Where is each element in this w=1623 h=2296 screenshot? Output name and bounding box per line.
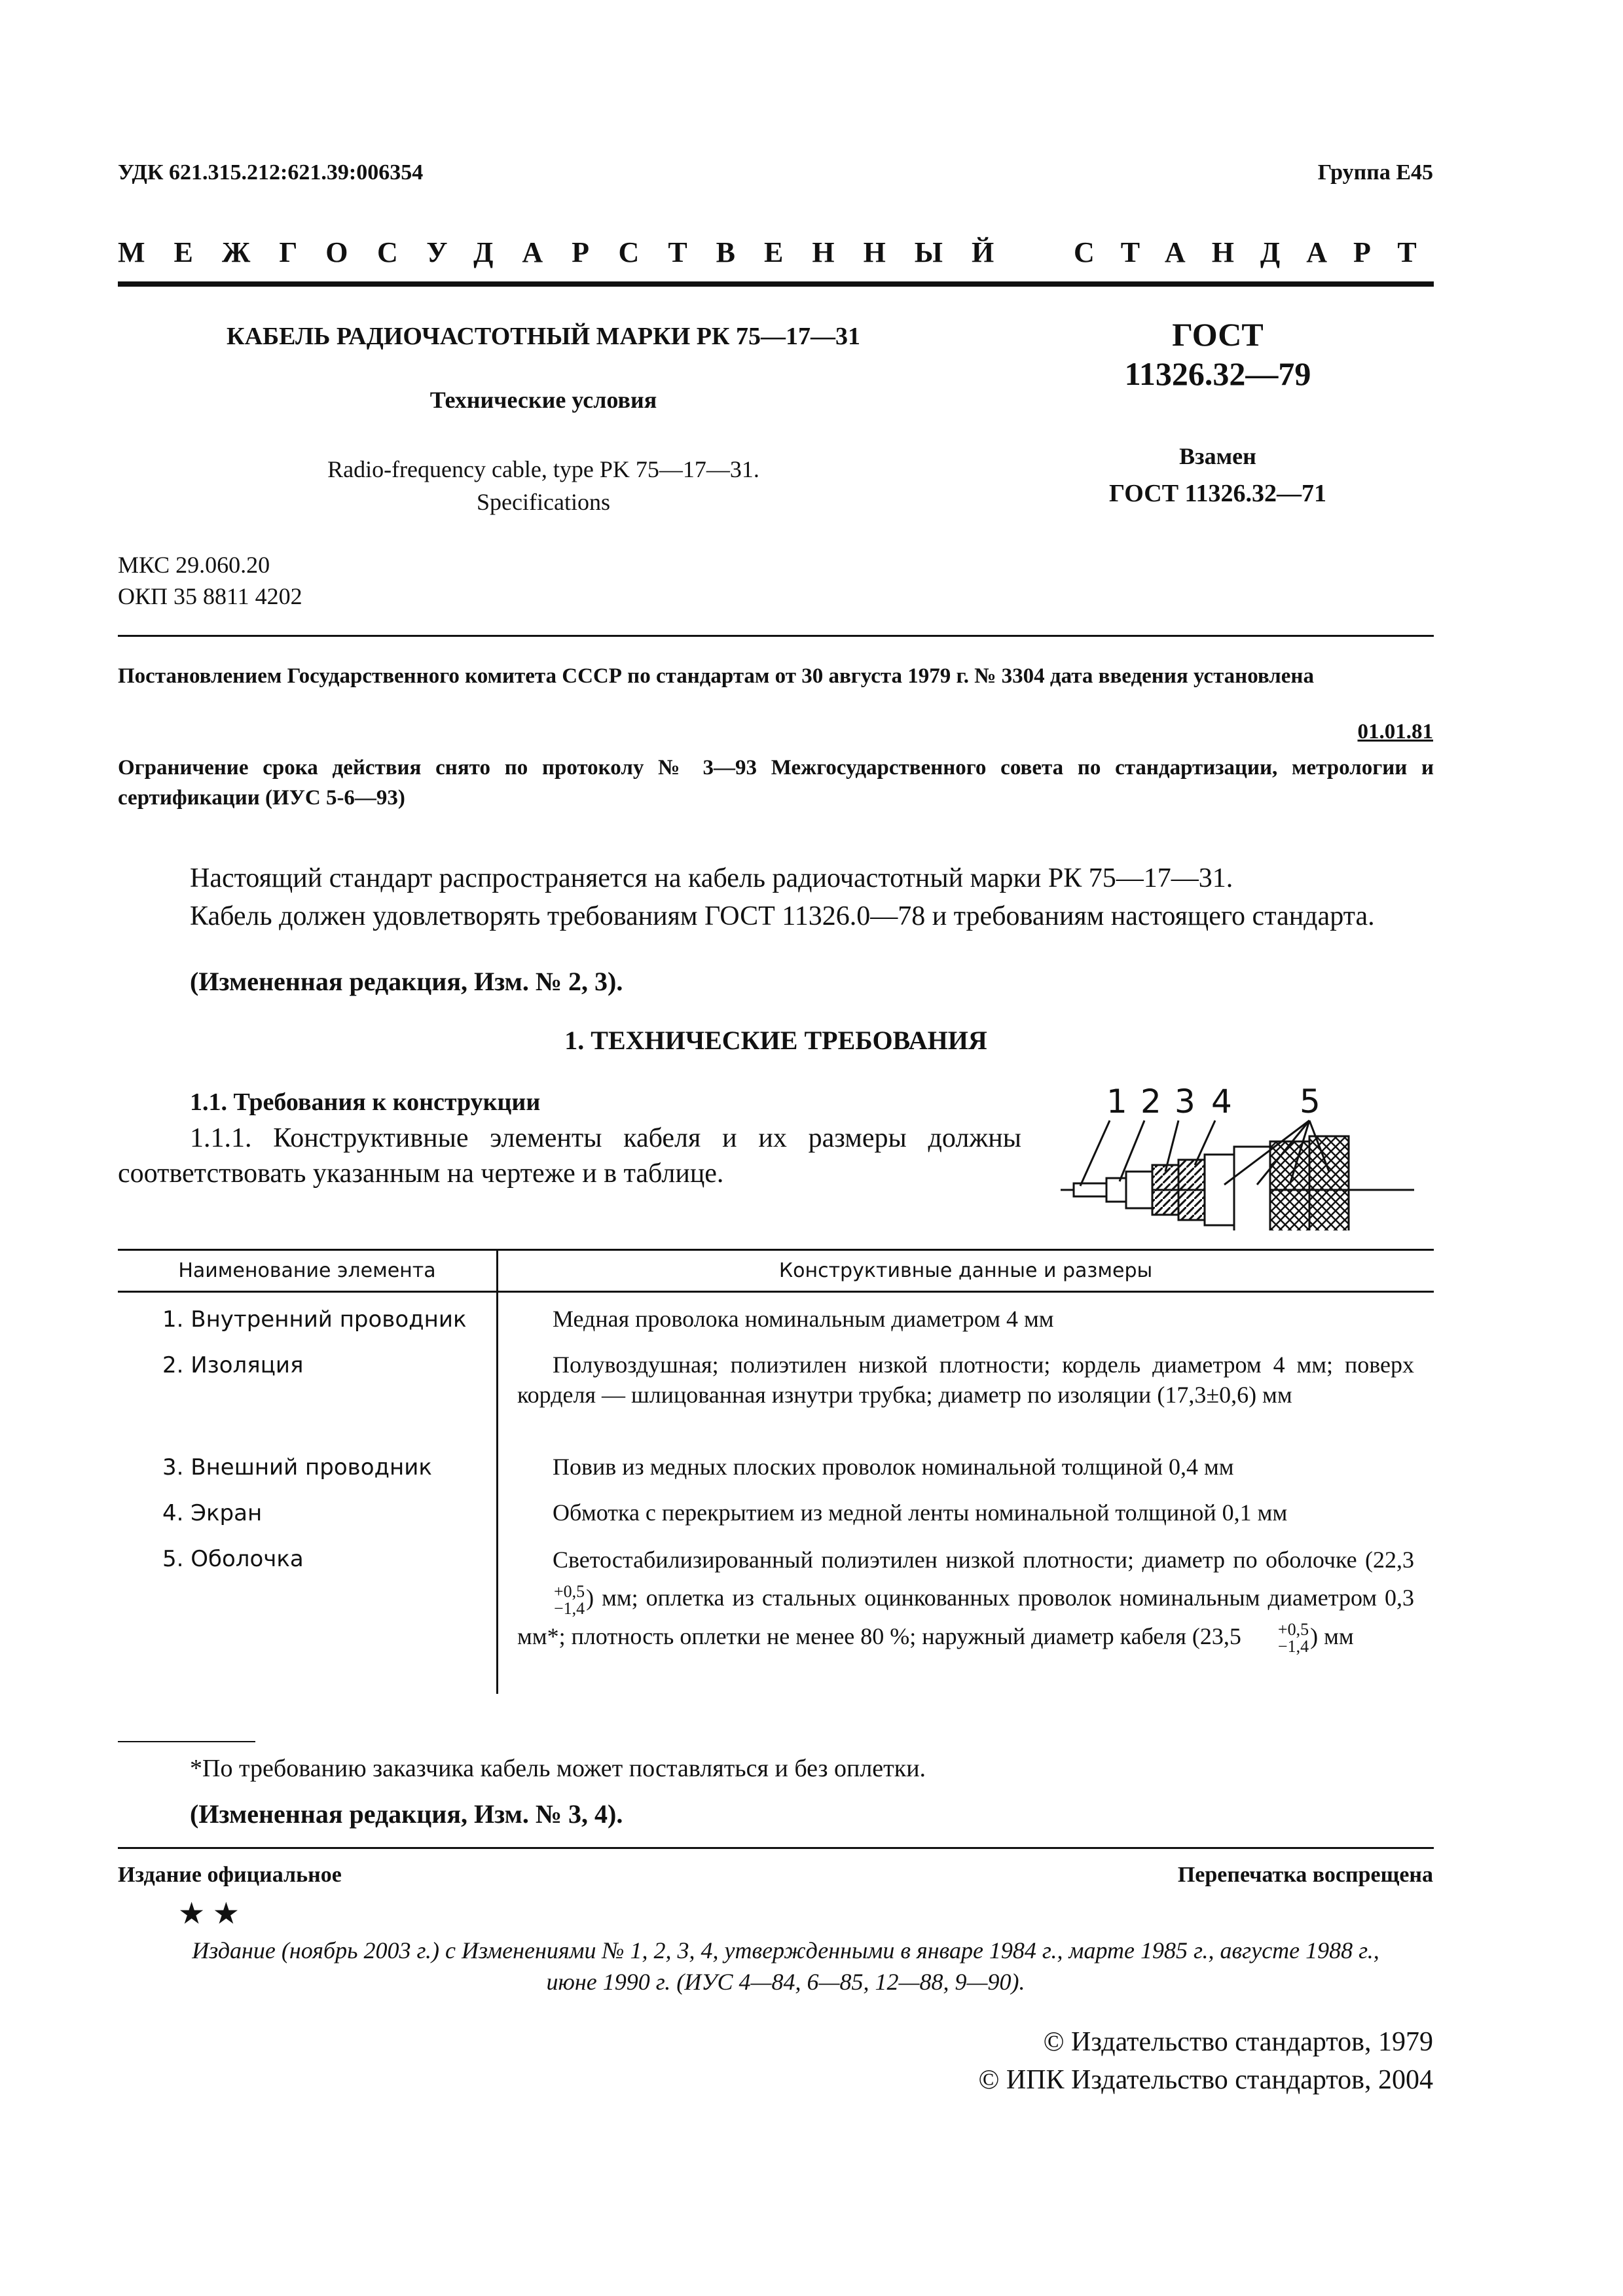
stars-mark: ★ ★ <box>178 1897 240 1930</box>
tolerance-2-lower: −1,4 <box>1277 1637 1309 1657</box>
label-2: 2 <box>1140 1083 1161 1121</box>
braid <box>1270 1141 1309 1230</box>
tolerance-2 <box>1243 1621 1309 1655</box>
sheath <box>1234 1147 1270 1230</box>
tolerance-1-lower: −1,4 <box>554 1598 585 1618</box>
english-title-line1: Radio-frequency cable, type PK 75—17—31. <box>327 456 759 482</box>
table-header-name: Наименование элемента <box>178 1259 436 1282</box>
table-header-data: Конструктивные данные и размеры <box>778 1259 1153 1282</box>
gost-number: 11326.32—79 <box>1124 355 1311 392</box>
decree-date: 01.01.81 <box>1357 720 1433 744</box>
cable-diagram <box>1061 1073 1427 1230</box>
intro-paragraph-2: Кабель должен удовлетворять требованиям ГОСТ 11326.0—78 и требованиям настоящего стандарта. <box>190 901 1375 931</box>
insulation-tube <box>1126 1172 1152 1208</box>
inner-conductor <box>1074 1183 1106 1196</box>
sheath-inner <box>1205 1155 1234 1225</box>
amendment-note-1: (Измененная редакция, Изм. № 2, 3). <box>190 967 623 996</box>
table-row-5-name: 5. Оболочка <box>162 1546 304 1572</box>
decree-text: Постановлением Государственного комитета СССР по стандартам от 30 августа 1979 г. № 3304 дата введения установлена <box>118 664 1314 688</box>
okp-code: ОКП 35 8811 4202 <box>118 583 302 609</box>
label-5: 5 <box>1300 1083 1321 1121</box>
table-row-4-data: Обмотка с перекрытием из медной ленты номинальной толщиной 0,1 мм <box>553 1499 1288 1526</box>
subsection-heading: 1.1. Требования к конструкции <box>190 1088 541 1116</box>
replaces-label: Взамен <box>1179 443 1256 469</box>
tolerance-1 <box>519 1583 585 1617</box>
english-title-line2: Specifications <box>477 489 610 515</box>
footnote-rule <box>118 1741 255 1742</box>
table-row-1-data: Медная проволока номинальным диаметром 4 мм <box>553 1306 1054 1332</box>
limitation-text: Ограничение срока действия снято по протоколу № 3—93 Межгосударственного совета по стандартизации, метрологии и сертификации (ИУС 5-6—93) <box>118 756 1434 810</box>
table-row-5-data <box>517 1541 1414 1655</box>
banner-left: МЕЖГОСУДАРСТВЕННЫЙ <box>118 236 1023 268</box>
footnote-text: *По требованию заказчика кабель может поставляться и без оплетки. <box>190 1755 926 1782</box>
footer-rule <box>118 1847 1434 1849</box>
outer-sheath <box>1309 1136 1349 1230</box>
amendment-note-2: (Измененная редакция, Изм. № 3, 4). <box>190 1799 623 1829</box>
table-row-3-name: 3. Внешний проводник <box>162 1454 432 1480</box>
intro-paragraph-1: Настоящий стандарт распространяется на кабель радиочастотный марки РК 75—17—31. <box>190 863 1233 893</box>
insulation <box>1106 1178 1126 1202</box>
edition-note: Издание (ноябрь 2003 г.) с Изменениями № 1, 2, 3, 4, утвержденными в январе 1984 г., марте 1985 г., августе 1988 г., июне 1990 г. (ИУС 4—84, 6—85, 12—88, 9—90). <box>192 1937 1379 1995</box>
row-5-text-b: ) мм; оплетка из стальных оцинкованных проволок номинальным диаметром 0,3 мм*; плотность оплетки не менее 80 %; наружный диаметр кабеля (23,5 <box>517 1585 1414 1649</box>
banner-rule <box>118 281 1434 287</box>
document-title: КАБЕЛЬ РАДИОЧАСТОТНЫЙ МАРКИ РК 75—17—31 <box>227 323 860 350</box>
table-header-rule <box>118 1291 1434 1293</box>
mks-code: МКС 29.060.20 <box>118 552 270 578</box>
row-5-text-a: Светостабилизированный полиэтилен низкой плотности; диаметр по оболочке (22,3 <box>553 1547 1414 1573</box>
label-4: 4 <box>1211 1083 1232 1121</box>
table-row-3-data: Повив из медных плоских проволок номинальной толщиной 0,4 мм <box>553 1454 1234 1480</box>
table-row-1-name: 1. Внутренний проводник <box>162 1306 467 1333</box>
cable-labels <box>1106 1083 1321 1121</box>
section-heading: 1. ТЕХНИЧЕСКИЕ ТРЕБОВАНИЯ <box>564 1026 987 1055</box>
banner-right: СТАНДАРТ <box>1074 236 1443 268</box>
screen <box>1178 1160 1205 1220</box>
reprint-prohibited: Перепечатка воспрещена <box>1177 1863 1433 1887</box>
tolerance-2-upper: +0,5 <box>1277 1620 1309 1640</box>
udk-code: УДК 621.315.212:621.39:006354 <box>118 160 424 185</box>
table-row-2-data: Полувоздушная; полиэтилен низкой плотности; кордель диаметром 4 мм; поверх корделя — шлицованная изнутри трубка; диаметр по изоляции (17,3±0,6) мм <box>517 1352 1414 1408</box>
gost-label: ГОСТ <box>1172 316 1264 353</box>
header-rule <box>118 635 1434 637</box>
row-5-text-c: ) мм <box>1310 1623 1354 1649</box>
document-subtitle: Технические условия <box>429 387 657 413</box>
table-row-4-name: 4. Экран <box>162 1500 263 1526</box>
replaces-standard: ГОСТ 11326.32—71 <box>1109 480 1326 507</box>
label-3: 3 <box>1175 1083 1195 1121</box>
official-edition: Издание официальное <box>118 1863 342 1887</box>
table-column-divider <box>496 1249 498 1694</box>
copyright-1979: © Издательство стандартов, 1979 <box>1043 2027 1433 2057</box>
label-1: 1 <box>1106 1083 1127 1121</box>
group-code: Группа Е45 <box>1317 160 1433 185</box>
table-top-rule <box>118 1249 1434 1251</box>
outer-conductor <box>1152 1165 1178 1215</box>
copyright-2004: © ИПК Издательство стандартов, 2004 <box>978 2065 1433 2095</box>
tolerance-1-upper: +0,5 <box>554 1581 585 1601</box>
table-row-2-name: 2. Изоляция <box>162 1352 304 1378</box>
section-text: 1.1.1. Конструктивные элементы кабеля и их размеры должны соответствовать указанным на чертеже и в таблице. <box>118 1123 1021 1189</box>
